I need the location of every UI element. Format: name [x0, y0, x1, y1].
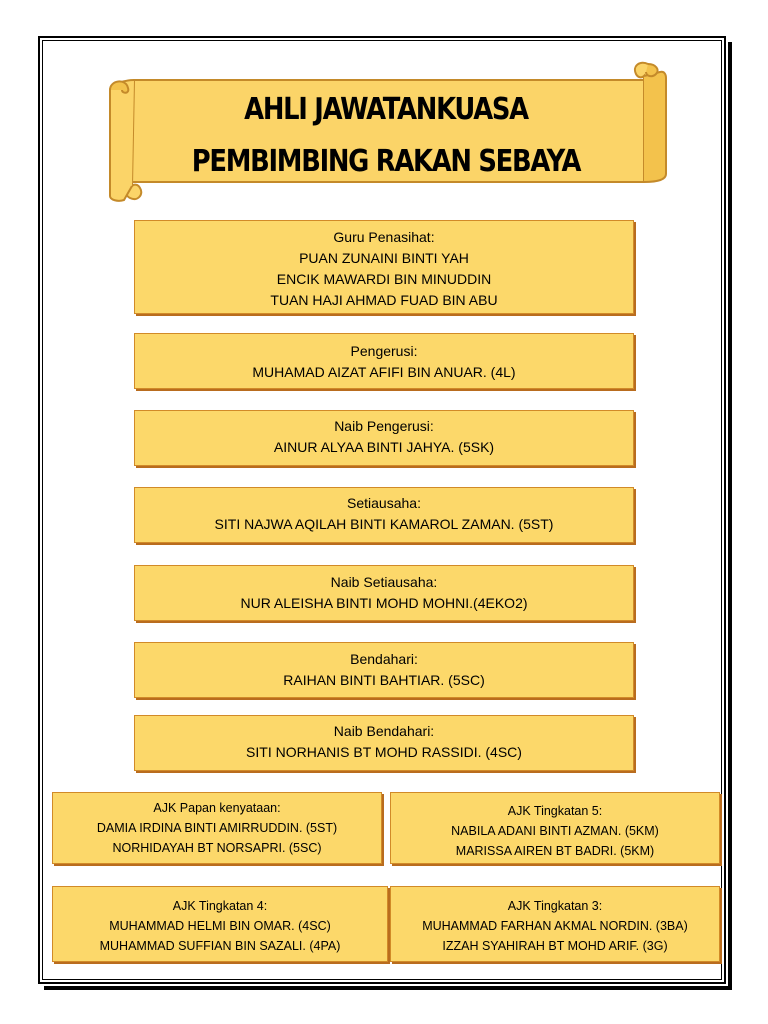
- ajk-t4-name-1: MUHAMMAD HELMI BIN OMAR. (4SC): [109, 919, 331, 933]
- bendahari-heading: Bendahari:: [350, 651, 418, 667]
- title-line-1: AHLI JAWATANKUASA: [244, 92, 528, 127]
- guru-name-1: PUAN ZUNAINI BINTI YAH: [299, 250, 469, 266]
- ajk-papan-name-1: DAMIA IRDINA BINTI AMIRRUDDIN. (5ST): [96, 821, 338, 835]
- pengerusi-heading: Pengerusi:: [350, 343, 418, 359]
- ajk-t3-name-2: IZZAH SYAHIRAH BT MOHD ARIF. (3G): [442, 939, 668, 953]
- ajk-t5-heading: AJK Tingkatan 5:: [507, 804, 603, 818]
- guru-penasihat-heading: Guru Penasihat:: [333, 229, 435, 245]
- ajk-t3-name-1: MUHAMMAD FARHAN AKMAL NORDIN. (3BA): [422, 919, 688, 933]
- page-title: [143, 84, 628, 188]
- naib-setiausaha-box: [134, 565, 634, 621]
- title-line-2: PEMBIMBING RAKAN SEBAYA: [191, 144, 581, 179]
- ajk-tingkatan-4-box: [52, 886, 388, 962]
- pengerusi-name: MUHAMAD AIZAT AFIFI BIN ANUAR. (4L): [252, 364, 516, 380]
- bendahari-box: [134, 642, 634, 698]
- guru-name-2: ENCIK MAWARDI BIN MINUDDIN: [276, 271, 492, 287]
- ajk-t3-heading: AJK Tingkatan 3:: [507, 899, 603, 913]
- ajk-t4-heading: AJK Tingkatan 4:: [172, 899, 268, 913]
- setiausaha-heading: Setiausaha:: [347, 495, 421, 511]
- naib-setiausaha-name: NUR ALEISHA BINTI MOHD MOHNI.(4EKO2): [240, 595, 528, 611]
- naib-bendahari-box: [134, 715, 634, 771]
- pengerusi-box: [134, 333, 634, 389]
- ajk-tingkatan-3-box: [390, 886, 720, 962]
- naib-pengerusi-name: AINUR ALYAA BINTI JAHYA. (5SK): [273, 439, 495, 455]
- guru-name-3: TUAN HAJI AHMAD FUAD BIN ABU: [270, 292, 498, 308]
- ajk-t4-name-2: MUHAMMAD SUFFIAN BIN SAZALI. (4PA): [99, 939, 341, 953]
- guru-penasihat-box: [134, 220, 634, 314]
- naib-setiausaha-heading: Naib Setiausaha:: [330, 574, 438, 590]
- bendahari-name: RAIHAN BINTI BAHTIAR. (5SC): [283, 672, 485, 688]
- ajk-t5-name-2: MARISSA AIREN BT BADRI. (5KM): [455, 844, 655, 858]
- naib-pengerusi-heading: Naib Pengerusi:: [334, 418, 434, 434]
- naib-bendahari-name: SITI NORHANIS BT MOHD RASSIDI. (4SC): [246, 744, 522, 760]
- ajk-papan-name-2: NORHIDAYAH BT NORSAPRI. (5SC): [112, 841, 322, 855]
- setiausaha-box: [134, 487, 634, 543]
- ajk-tingkatan-5-box: [390, 792, 720, 864]
- naib-bendahari-heading: Naib Bendahari:: [333, 723, 435, 739]
- ajk-papan-heading: AJK Papan kenyataan:: [153, 801, 281, 815]
- ajk-t5-name-1: NABILA ADANI BINTI AZMAN. (5KM): [451, 824, 659, 838]
- ajk-papan-kenyataan-box: [52, 792, 382, 864]
- setiausaha-name: SITI NAJWA AQILAH BINTI KAMAROL ZAMAN. (5ST): [214, 516, 554, 532]
- naib-pengerusi-box: [134, 410, 634, 466]
- title-scroll-banner: [104, 58, 668, 206]
